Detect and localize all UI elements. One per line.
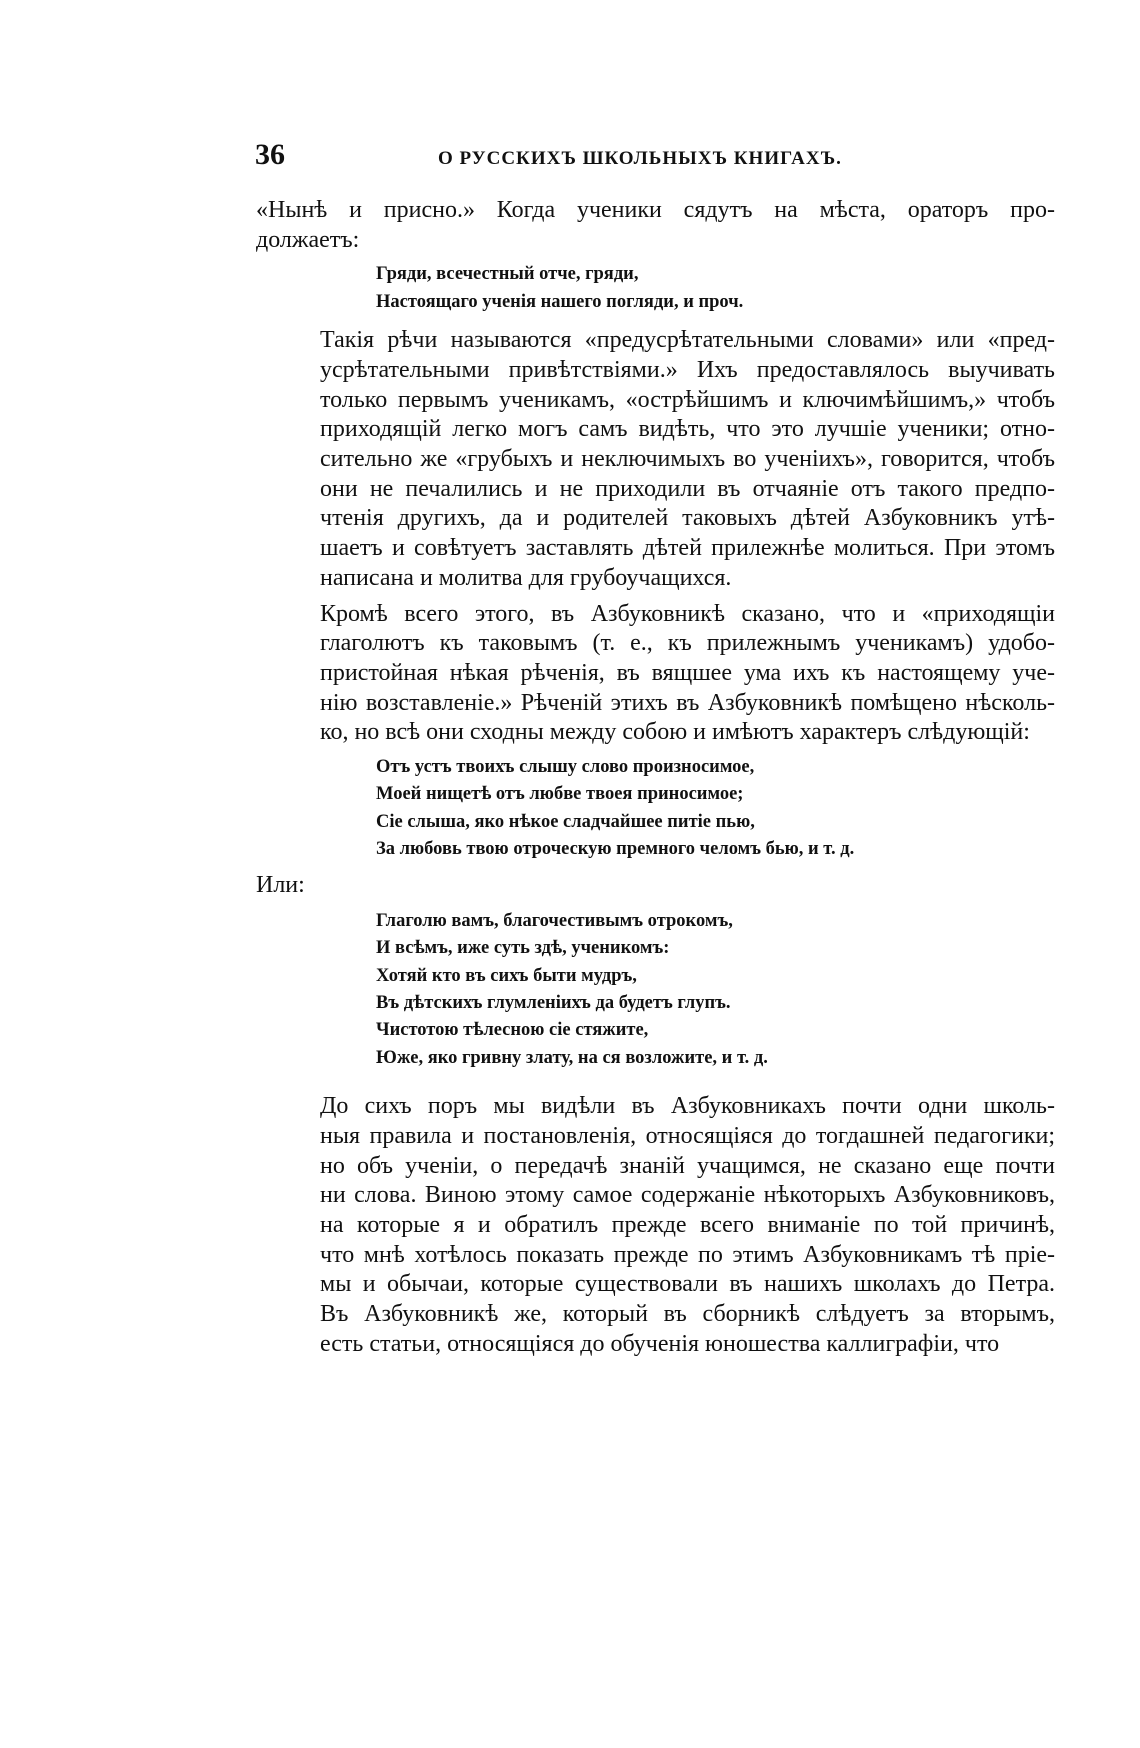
running-title: О РУССКИХЪ ШКОЛЬНЫХЪ КНИГАХЪ. [438,148,842,169]
verse-line: Гряди, всечестный отче, гряди, [376,264,639,285]
verse-line: Хотяй кто въ сихъ быти мудръ, [376,965,637,986]
text-line: написана и молитва для грубоучащихся. [320,564,732,591]
text-line: ни слова. Виною этому самое содержаніе нѣкоторыхъ Азбуковниковъ, [320,1182,1055,1209]
text-line: на которые я и обратилъ прежде всего вниманіе по той причинѣ, [320,1211,1055,1238]
verse-line: За любовь твою отроческую премного челомъ бью, и т. д. [376,839,855,860]
text-line: усрѣтательными привѣтствіями.» Ихъ предоставлялось выучивать [320,356,1055,383]
text-line: Въ Азбуковникѣ же, который въ сборникѣ слѣдуетъ за вторымъ, [320,1301,1055,1328]
text-line: мы и обычаи, которые существовали въ нашихъ школахъ до Петра. [320,1271,1055,1298]
text-line: есть статьи, относящіяся до обученія юношества каллиграфіи, что [320,1330,1000,1357]
text-line: должаетъ: [256,226,360,253]
body-text [256,196,1055,1359]
text-line: нію возставленіе.» Рѣченій этихъ въ Азбуковникѣ помѣщено нѣсколь- [320,689,1055,716]
text-line: чтенія другихъ, да и родителей таковыхъ дѣтей Азбуковникъ утѣ- [320,505,1055,532]
verse-line: Чистотою тѣлесною сіе стяжите, [376,1020,649,1041]
verse-line: Моей нищетѣ отъ любве твоея приносимое; [376,784,744,805]
paragraph-3 [256,600,1055,749]
page-number: 36 [255,138,285,171]
text-line: ныя правила и постановленія, относящіяся до тогдашней педагогики; [320,1122,1055,1149]
text-line: шаетъ и совѣтуетъ заставлять дѣтей прилежнѣе молиться. При этомъ [320,535,1055,562]
text-line: «Нынѣ и присно.» Когда ученики сядутъ на мѣста, ораторъ про- [256,197,1055,223]
verse-quote-3 [376,908,1055,1072]
text-line: что мнѣ хотѣлось показать прежде по этимъ Азбуковникамъ тѣ пріе- [320,1241,1055,1268]
verse-line: Глаголю вамъ, благочестивымъ отрокомъ, [376,910,733,931]
paragraph-2 [256,326,1055,593]
text-line: сительно же «грубыхъ и неключимыхъ во ученіихъ», говорится, чтобъ [320,446,1055,473]
verse-line: Юже, яко гривну злату, на ся возложите, и т. д. [376,1047,768,1068]
text-line: приходящій легко могъ самъ видѣть, что это лучшіе ученики; отно- [320,416,1055,443]
page-header [255,138,1055,178]
verse-line: И всѣмъ, иже суть здѣ, ученикомъ: [376,938,670,959]
verse-line: Въ дѣтскихъ глумленіихъ да будетъ глупъ. [376,992,731,1013]
text-line: только первымъ ученикамъ, «острѣйшимъ и ключимѣйшимъ,» чтобъ [320,386,1055,413]
verse-line: Сіе слыша, яко нѣкое сладчайшее питіе пью, [376,811,755,832]
text-line: пристойная нѣкая рѣченія, въ вящшее ума ихъ къ настоящему уче- [320,659,1055,686]
text-line: Такія рѣчи называются «предусрѣтательными словами» или «пред- [320,327,1055,354]
verse-quote-1 [376,261,1055,316]
text-line: ко, но всѣ они сходны между собою и имѣютъ характеръ слѣдующій: [320,719,1030,746]
paragraph-4 [256,1092,1055,1359]
verse-quote-2 [376,754,1055,864]
verse-line: Настоящаго ученія нашего погляди, и проч. [376,291,744,312]
text-line: они не печалились и не приходили въ отчаяніе отъ такого предпо- [320,475,1055,502]
text-line: но объ ученіи, о передачѣ знаній учащимся, не сказано еще почти [320,1152,1055,1179]
verse-line: Отъ устъ твоихъ слышу слово произносимое, [376,757,755,778]
text-line: Кромѣ всего этого, въ Азбуковникѣ сказано, что и «приходящіи [320,600,1055,627]
paragraph-1 [256,196,1055,255]
text-line: глаголютъ къ таковымъ (т. е., къ прилежнымъ ученикамъ) удобо- [320,630,1055,657]
text-line: До сихъ поръ мы видѣли въ Азбуковникахъ почти одни школь- [320,1093,1055,1120]
or-label: Или: [256,871,305,898]
